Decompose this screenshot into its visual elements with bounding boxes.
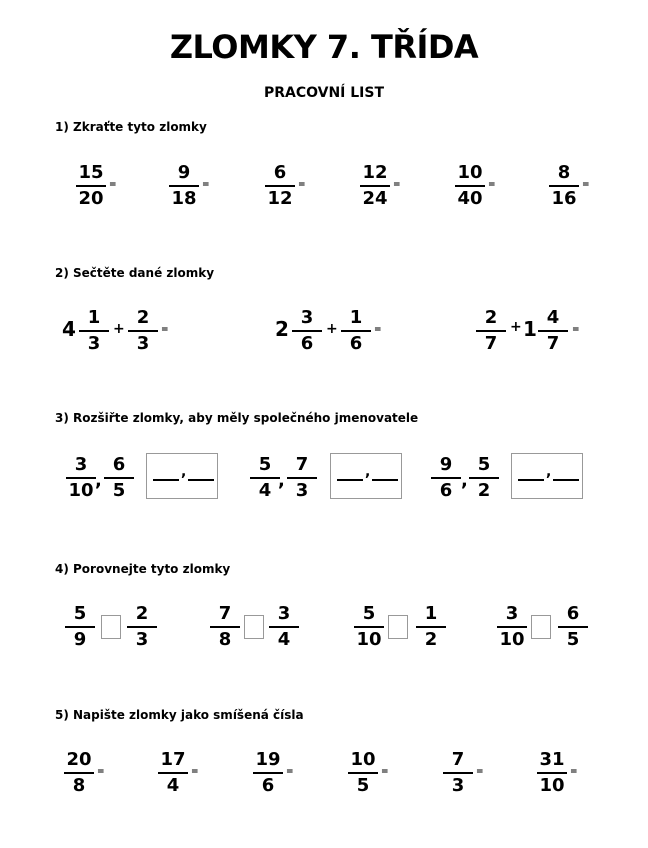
denominator: 8 <box>72 775 86 796</box>
equals-sign: = <box>393 180 401 190</box>
denominator: 4 <box>166 775 180 796</box>
fraction <box>156 749 190 797</box>
numerator: 4 <box>546 307 560 328</box>
answer-separator: , <box>365 464 371 480</box>
fraction-bar <box>265 185 295 187</box>
denominator: 6 <box>349 333 363 354</box>
numerator: 19 <box>255 749 281 770</box>
fraction <box>290 307 324 355</box>
fraction-bar <box>431 477 461 479</box>
numerator: 3 <box>300 307 314 328</box>
numerator: 6 <box>112 454 126 475</box>
denominator: 4 <box>258 480 272 501</box>
fraction-bar <box>128 330 158 332</box>
answer-blank <box>518 465 544 481</box>
fraction-bar <box>443 772 473 774</box>
fraction <box>251 749 285 797</box>
fraction-bar <box>537 772 567 774</box>
comparison-box[interactable] <box>101 615 121 639</box>
denominator: 7 <box>546 333 560 354</box>
denominator: 6 <box>261 775 275 796</box>
fraction-bar <box>104 477 134 479</box>
numerator: 1 <box>87 307 101 328</box>
fraction <box>248 454 282 502</box>
fraction-bar <box>287 477 317 479</box>
fraction-bar <box>64 772 94 774</box>
answer-box[interactable] <box>330 453 402 499</box>
equals-sign: = <box>286 767 294 777</box>
numerator: 6 <box>273 162 287 183</box>
fraction-bar <box>253 772 283 774</box>
fraction-bar <box>497 626 527 628</box>
fraction-bar <box>538 330 568 332</box>
fraction <box>352 603 386 651</box>
fraction <box>126 307 160 355</box>
numerator: 8 <box>557 162 571 183</box>
denominator: 10 <box>356 629 382 650</box>
denominator: 2 <box>477 480 491 501</box>
denominator: 5 <box>112 480 126 501</box>
fraction <box>495 603 529 651</box>
fraction <box>474 307 508 355</box>
fraction <box>414 603 448 651</box>
numerator: 7 <box>451 749 465 770</box>
numerator: 3 <box>74 454 88 475</box>
fraction-bar <box>549 185 579 187</box>
equals-sign: = <box>202 180 210 190</box>
fraction-bar <box>269 626 299 628</box>
fraction-bar <box>354 626 384 628</box>
section-1-exercises <box>0 160 648 220</box>
numerator: 5 <box>73 603 87 624</box>
numerator: 31 <box>539 749 565 770</box>
fraction <box>536 307 570 355</box>
fraction-bar <box>558 626 588 628</box>
fraction <box>346 749 380 797</box>
fraction <box>429 454 463 502</box>
equals-sign: = <box>97 767 105 777</box>
denominator: 9 <box>73 629 87 650</box>
fraction-bar <box>250 477 280 479</box>
plus-sign: + <box>510 319 522 335</box>
fraction <box>125 603 159 651</box>
denominator: 3 <box>451 775 465 796</box>
denominator: 10 <box>499 629 525 650</box>
fraction <box>208 603 242 651</box>
denominator: 10 <box>539 775 565 796</box>
fraction <box>453 162 487 210</box>
section-4-exercises <box>0 601 648 661</box>
answer-separator: , <box>546 464 552 480</box>
fraction-bar <box>210 626 240 628</box>
fraction <box>547 162 581 210</box>
fraction-bar <box>292 330 322 332</box>
fraction <box>167 162 201 210</box>
fraction-bar <box>158 772 188 774</box>
equals-sign: = <box>476 767 484 777</box>
answer-blank <box>188 465 214 481</box>
denominator: 18 <box>171 188 197 209</box>
fraction <box>339 307 373 355</box>
numerator: 15 <box>78 162 104 183</box>
fraction-bar <box>76 185 106 187</box>
numerator: 6 <box>566 603 580 624</box>
answer-blank <box>553 465 579 481</box>
fraction-bar <box>66 477 96 479</box>
numerator: 5 <box>477 454 491 475</box>
equals-sign: = <box>109 180 117 190</box>
fraction-bar <box>469 477 499 479</box>
fraction <box>102 454 136 502</box>
fraction-bar <box>416 626 446 628</box>
fraction-bar <box>169 185 199 187</box>
equals-sign: = <box>582 180 590 190</box>
answer-blank <box>153 465 179 481</box>
equals-sign: = <box>298 180 306 190</box>
fraction-bar <box>476 330 506 332</box>
numerator: 3 <box>505 603 519 624</box>
numerator: 1 <box>424 603 438 624</box>
numerator: 5 <box>258 454 272 475</box>
fraction <box>63 603 97 651</box>
section-2-heading: 2) Sečtěte dané zlomky <box>55 266 215 280</box>
fraction <box>535 749 569 797</box>
answer-separator: , <box>181 464 187 480</box>
fraction-bar <box>65 626 95 628</box>
denominator: 3 <box>87 333 101 354</box>
section-1-heading: 1) Zkraťte tyto zlomky <box>55 120 207 134</box>
numerator: 2 <box>136 307 150 328</box>
section-4-heading: 4) Porovnejte tyto zlomky <box>55 562 231 576</box>
fraction <box>467 454 501 502</box>
whole-number: 4 <box>62 317 76 341</box>
fraction-bar <box>341 330 371 332</box>
numerator: 2 <box>484 307 498 328</box>
equals-sign: = <box>572 325 580 335</box>
denominator: 20 <box>78 188 104 209</box>
denominator: 2 <box>424 629 438 650</box>
comma: , <box>461 470 468 491</box>
denominator: 8 <box>218 629 232 650</box>
fraction-bar <box>360 185 390 187</box>
section-5-heading: 5) Napište zlomky jako smíšená čísla <box>55 708 304 722</box>
numerator: 20 <box>66 749 92 770</box>
comparison-box[interactable] <box>244 615 264 639</box>
fraction-bar <box>127 626 157 628</box>
comma: , <box>95 470 102 491</box>
plus-sign: + <box>113 321 125 337</box>
denominator: 12 <box>267 188 293 209</box>
section-2-exercises <box>0 305 648 365</box>
denominator: 3 <box>295 480 309 501</box>
page-title: ZLOMKY 7. TŘÍDA <box>169 28 479 66</box>
whole-number: 2 <box>275 317 289 341</box>
denominator: 7 <box>484 333 498 354</box>
fraction-bar <box>455 185 485 187</box>
numerator: 3 <box>277 603 291 624</box>
denominator: 4 <box>277 629 291 650</box>
whole-number: 1 <box>523 317 537 341</box>
denominator: 40 <box>457 188 483 209</box>
answer-box[interactable] <box>511 453 583 499</box>
denominator: 5 <box>566 629 580 650</box>
denominator: 3 <box>136 333 150 354</box>
fraction <box>285 454 319 502</box>
section-3-exercises <box>0 452 648 512</box>
numerator: 9 <box>439 454 453 475</box>
fraction-bar <box>348 772 378 774</box>
fraction <box>64 454 98 502</box>
numerator: 7 <box>295 454 309 475</box>
numerator: 1 <box>349 307 363 328</box>
denominator: 3 <box>135 629 149 650</box>
comma: , <box>278 470 285 491</box>
answer-box[interactable] <box>146 453 218 499</box>
numerator: 9 <box>177 162 191 183</box>
comparison-box[interactable] <box>388 615 408 639</box>
fraction <box>77 307 111 355</box>
denominator: 10 <box>68 480 94 501</box>
equals-sign: = <box>488 180 496 190</box>
numerator: 10 <box>457 162 483 183</box>
equals-sign: = <box>374 325 382 335</box>
denominator: 6 <box>439 480 453 501</box>
denominator: 6 <box>300 333 314 354</box>
numerator: 7 <box>218 603 232 624</box>
equals-sign: = <box>191 767 199 777</box>
fraction <box>441 749 475 797</box>
numerator: 2 <box>135 603 149 624</box>
fraction <box>267 603 301 651</box>
equals-sign: = <box>570 767 578 777</box>
equals-sign: = <box>161 325 169 335</box>
fraction <box>358 162 392 210</box>
equals-sign: = <box>381 767 389 777</box>
fraction <box>556 603 590 651</box>
fraction <box>62 749 96 797</box>
numerator: 17 <box>160 749 186 770</box>
page-subtitle: PRACOVNÍ LIST <box>263 85 385 101</box>
answer-blank <box>337 465 363 481</box>
denominator: 16 <box>551 188 577 209</box>
section-5-exercises <box>0 747 648 807</box>
fraction <box>74 162 108 210</box>
plus-sign: + <box>326 321 338 337</box>
denominator: 24 <box>362 188 388 209</box>
fraction-bar <box>79 330 109 332</box>
fraction <box>263 162 297 210</box>
answer-blank <box>372 465 398 481</box>
numerator: 10 <box>350 749 376 770</box>
denominator: 5 <box>356 775 370 796</box>
section-3-heading: 3) Rozšiřte zlomky, aby měly společného jmenovatele <box>55 411 419 425</box>
comparison-box[interactable] <box>531 615 551 639</box>
numerator: 5 <box>362 603 376 624</box>
numerator: 12 <box>362 162 388 183</box>
